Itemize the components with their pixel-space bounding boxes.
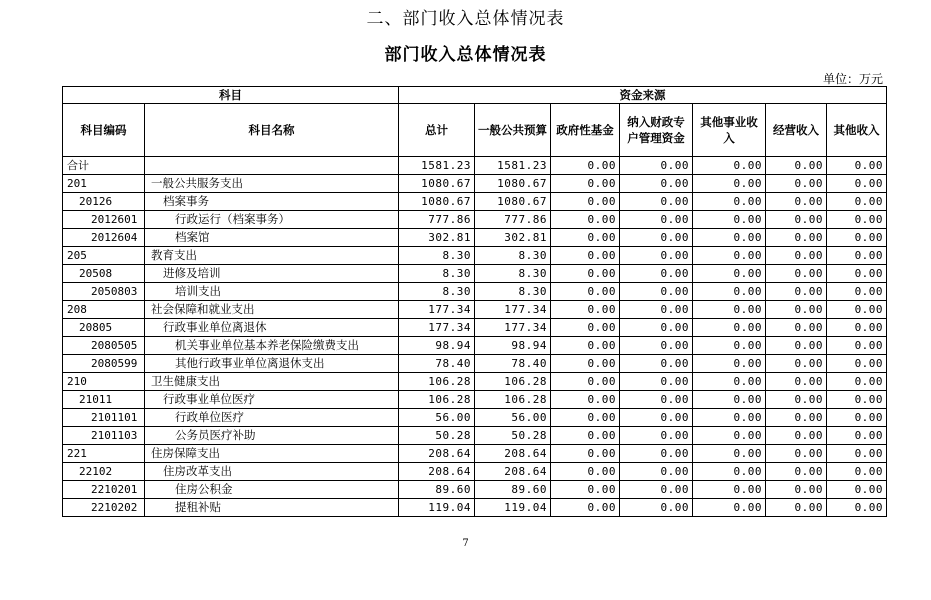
page-number: 7 — [462, 538, 469, 549]
other-income-cell: 0.00 — [827, 175, 887, 193]
operating-cell: 0.00 — [766, 481, 827, 499]
operating-cell: 0.00 — [766, 463, 827, 481]
table-row — [63, 283, 887, 301]
gov-fund-cell: 0.00 — [551, 355, 620, 373]
other-business-cell: 0.00 — [693, 427, 766, 445]
subject-code-cell: 21011 — [63, 391, 145, 409]
table-row — [63, 301, 887, 319]
subject-name-cell: 行政事业单位医疗 — [145, 391, 399, 409]
other-income-cell: 0.00 — [827, 391, 887, 409]
total-cell: 106.28 — [399, 373, 475, 391]
other-income-cell: 0.00 — [827, 193, 887, 211]
general-budget-cell: 106.28 — [475, 373, 551, 391]
table-row — [63, 481, 887, 499]
other-income-cell: 0.00 — [827, 229, 887, 247]
operating-cell: 0.00 — [766, 373, 827, 391]
gov-fund-cell: 0.00 — [551, 445, 620, 463]
subject-name-cell: 住房保障支出 — [145, 445, 399, 463]
other-business-cell: 0.00 — [693, 499, 766, 517]
subject-name-cell: 行政事业单位离退休 — [145, 319, 399, 337]
subject-name-cell: 培训支出 — [145, 283, 399, 301]
table-row — [63, 427, 887, 445]
subject-code-cell: 20805 — [63, 319, 145, 337]
subject-name-cell: 其他行政事业单位离退休支出 — [145, 355, 399, 373]
header-funding-group: 资金来源 — [399, 87, 887, 104]
table-row — [63, 391, 887, 409]
other-income-cell: 0.00 — [827, 463, 887, 481]
special-fiscal-cell: 0.00 — [620, 409, 693, 427]
other-income-cell: 0.00 — [827, 337, 887, 355]
other-income-cell: 0.00 — [827, 355, 887, 373]
subject-name-cell: 行政单位医疗 — [145, 409, 399, 427]
other-income-cell: 0.00 — [827, 157, 887, 175]
subject-code-cell: 22102 — [63, 463, 145, 481]
gov-fund-cell: 0.00 — [551, 175, 620, 193]
subject-code-cell: 2210202 — [63, 499, 145, 517]
other-business-cell: 0.00 — [693, 445, 766, 463]
other-income-cell: 0.00 — [827, 211, 887, 229]
header-operating: 经营收入 — [766, 104, 827, 157]
subject-code-cell: 2080599 — [63, 355, 145, 373]
other-income-cell: 0.00 — [827, 301, 887, 319]
general-budget-cell: 78.40 — [475, 355, 551, 373]
gov-fund-cell: 0.00 — [551, 427, 620, 445]
header-gov-fund: 政府性基金 — [551, 104, 620, 157]
special-fiscal-cell: 0.00 — [620, 175, 693, 193]
other-income-cell: 0.00 — [827, 409, 887, 427]
subject-code-cell: 221 — [63, 445, 145, 463]
subject-code-cell: 20508 — [63, 265, 145, 283]
general-budget-cell: 208.64 — [475, 463, 551, 481]
special-fiscal-cell: 0.00 — [620, 427, 693, 445]
header-subject-group: 科目 — [63, 87, 399, 104]
special-fiscal-cell: 0.00 — [620, 391, 693, 409]
table-row — [63, 499, 887, 517]
subject-code-cell: 2012601 — [63, 211, 145, 229]
subject-code-cell: 210 — [63, 373, 145, 391]
general-budget-cell: 56.00 — [475, 409, 551, 427]
special-fiscal-cell: 0.00 — [620, 373, 693, 391]
other-business-cell: 0.00 — [693, 355, 766, 373]
special-fiscal-cell: 0.00 — [620, 229, 693, 247]
unit-label: 单位：万元 — [822, 72, 883, 86]
operating-cell: 0.00 — [766, 229, 827, 247]
subject-code-cell: 2101103 — [63, 427, 145, 445]
table-row — [63, 157, 887, 175]
subject-name-cell: 社会保障和就业支出 — [145, 301, 399, 319]
general-budget-cell: 8.30 — [475, 265, 551, 283]
other-business-cell: 0.00 — [693, 337, 766, 355]
special-fiscal-cell: 0.00 — [620, 499, 693, 517]
subject-name-cell: 档案馆 — [145, 229, 399, 247]
gov-fund-cell: 0.00 — [551, 265, 620, 283]
table-row — [63, 445, 887, 463]
table-row — [63, 319, 887, 337]
total-cell: 89.60 — [399, 481, 475, 499]
other-income-cell: 0.00 — [827, 265, 887, 283]
special-fiscal-cell: 0.00 — [620, 337, 693, 355]
other-income-cell: 0.00 — [827, 319, 887, 337]
total-cell: 119.04 — [399, 499, 475, 517]
header-row-group — [63, 87, 887, 104]
operating-cell: 0.00 — [766, 175, 827, 193]
total-cell: 50.28 — [399, 427, 475, 445]
total-cell: 8.30 — [399, 265, 475, 283]
other-business-cell: 0.00 — [693, 319, 766, 337]
total-cell: 177.34 — [399, 301, 475, 319]
special-fiscal-cell: 0.00 — [620, 283, 693, 301]
special-fiscal-cell: 0.00 — [620, 193, 693, 211]
gov-fund-cell: 0.00 — [551, 247, 620, 265]
other-business-cell: 0.00 — [693, 301, 766, 319]
other-business-cell: 0.00 — [693, 175, 766, 193]
general-budget-cell: 1080.67 — [475, 193, 551, 211]
other-business-cell: 0.00 — [693, 211, 766, 229]
total-cell: 106.28 — [399, 391, 475, 409]
total-cell: 208.64 — [399, 445, 475, 463]
operating-cell: 0.00 — [766, 211, 827, 229]
header-subject-code: 科目编码 — [63, 104, 145, 157]
other-business-cell: 0.00 — [693, 247, 766, 265]
table-row — [63, 355, 887, 373]
operating-cell: 0.00 — [766, 283, 827, 301]
other-business-cell: 0.00 — [693, 229, 766, 247]
subject-code-cell: 2012604 — [63, 229, 145, 247]
header-subject-name: 科目名称 — [145, 104, 399, 157]
operating-cell: 0.00 — [766, 427, 827, 445]
total-cell: 177.34 — [399, 319, 475, 337]
table-row — [63, 463, 887, 481]
total-cell: 8.30 — [399, 283, 475, 301]
general-budget-cell: 8.30 — [475, 283, 551, 301]
other-income-cell: 0.00 — [827, 499, 887, 517]
other-business-cell: 0.00 — [693, 265, 766, 283]
special-fiscal-cell: 0.00 — [620, 301, 693, 319]
table-row — [63, 247, 887, 265]
subject-name-cell: 一般公共服务支出 — [145, 175, 399, 193]
total-cell: 1080.67 — [399, 175, 475, 193]
operating-cell: 0.00 — [766, 445, 827, 463]
total-cell: 78.40 — [399, 355, 475, 373]
total-cell: 56.00 — [399, 409, 475, 427]
other-business-cell: 0.00 — [693, 283, 766, 301]
general-budget-cell: 177.34 — [475, 301, 551, 319]
general-budget-cell: 1080.67 — [475, 175, 551, 193]
operating-cell: 0.00 — [766, 409, 827, 427]
operating-cell: 0.00 — [766, 157, 827, 175]
general-budget-cell: 98.94 — [475, 337, 551, 355]
other-income-cell: 0.00 — [827, 247, 887, 265]
header-general-budget: 一般公共预算 — [475, 104, 551, 157]
income-table — [62, 86, 887, 517]
other-income-cell: 0.00 — [827, 445, 887, 463]
subject-name-cell: 进修及培训 — [145, 265, 399, 283]
other-business-cell: 0.00 — [693, 463, 766, 481]
general-budget-cell: 8.30 — [475, 247, 551, 265]
other-business-cell: 0.00 — [693, 481, 766, 499]
subject-name-cell: 住房公积金 — [145, 481, 399, 499]
table-row — [63, 265, 887, 283]
operating-cell: 0.00 — [766, 265, 827, 283]
total-cell: 777.86 — [399, 211, 475, 229]
special-fiscal-cell: 0.00 — [620, 355, 693, 373]
other-business-cell: 0.00 — [693, 391, 766, 409]
gov-fund-cell: 0.00 — [551, 373, 620, 391]
subject-code-cell: 208 — [63, 301, 145, 319]
other-business-cell: 0.00 — [693, 157, 766, 175]
special-fiscal-cell: 0.00 — [620, 445, 693, 463]
subject-code-cell: 2101101 — [63, 409, 145, 427]
subject-name-cell — [145, 157, 399, 175]
header-total: 总计 — [399, 104, 475, 157]
subject-name-cell: 住房改革支出 — [145, 463, 399, 481]
other-business-cell: 0.00 — [693, 373, 766, 391]
operating-cell: 0.00 — [766, 391, 827, 409]
subject-name-cell: 卫生健康支出 — [145, 373, 399, 391]
operating-cell: 0.00 — [766, 301, 827, 319]
subject-code-cell: 205 — [63, 247, 145, 265]
header-other-business: 其他事业收入 — [693, 104, 766, 157]
table-body — [63, 157, 887, 517]
subject-name-cell: 公务员医疗补助 — [145, 427, 399, 445]
general-budget-cell: 177.34 — [475, 319, 551, 337]
special-fiscal-cell: 0.00 — [620, 463, 693, 481]
operating-cell: 0.00 — [766, 499, 827, 517]
subject-code-cell: 20126 — [63, 193, 145, 211]
subject-name-cell: 教育支出 — [145, 247, 399, 265]
operating-cell: 0.00 — [766, 193, 827, 211]
header-special-fiscal: 纳入财政专户管理资金 — [620, 104, 693, 157]
subject-name-cell: 行政运行（档案事务） — [145, 211, 399, 229]
special-fiscal-cell: 0.00 — [620, 211, 693, 229]
gov-fund-cell: 0.00 — [551, 409, 620, 427]
total-cell: 8.30 — [399, 247, 475, 265]
gov-fund-cell: 0.00 — [551, 499, 620, 517]
general-budget-cell: 777.86 — [475, 211, 551, 229]
table-row — [63, 373, 887, 391]
general-budget-cell: 89.60 — [475, 481, 551, 499]
table-row — [63, 193, 887, 211]
total-cell: 98.94 — [399, 337, 475, 355]
gov-fund-cell: 0.00 — [551, 229, 620, 247]
table-title: 部门收入总体情况表 — [384, 45, 547, 65]
special-fiscal-cell: 0.00 — [620, 247, 693, 265]
operating-cell: 0.00 — [766, 319, 827, 337]
operating-cell: 0.00 — [766, 337, 827, 355]
special-fiscal-cell: 0.00 — [620, 481, 693, 499]
table-row — [63, 175, 887, 193]
subject-code-cell: 2210201 — [63, 481, 145, 499]
gov-fund-cell: 0.00 — [551, 463, 620, 481]
general-budget-cell: 50.28 — [475, 427, 551, 445]
gov-fund-cell: 0.00 — [551, 319, 620, 337]
gov-fund-cell: 0.00 — [551, 391, 620, 409]
general-budget-cell: 119.04 — [475, 499, 551, 517]
gov-fund-cell: 0.00 — [551, 301, 620, 319]
subject-name-cell: 提租补贴 — [145, 499, 399, 517]
general-budget-cell: 1581.23 — [475, 157, 551, 175]
subject-name-cell: 档案事务 — [145, 193, 399, 211]
subject-code-cell: 2050803 — [63, 283, 145, 301]
other-business-cell: 0.00 — [693, 409, 766, 427]
table-row — [63, 211, 887, 229]
header-row-columns — [63, 104, 887, 157]
gov-fund-cell: 0.00 — [551, 283, 620, 301]
special-fiscal-cell: 0.00 — [620, 265, 693, 283]
general-budget-cell: 302.81 — [475, 229, 551, 247]
gov-fund-cell: 0.00 — [551, 193, 620, 211]
total-cell: 1080.67 — [399, 193, 475, 211]
special-fiscal-cell: 0.00 — [620, 157, 693, 175]
general-budget-cell: 106.28 — [475, 391, 551, 409]
other-income-cell: 0.00 — [827, 481, 887, 499]
subject-code-cell: 2080505 — [63, 337, 145, 355]
gov-fund-cell: 0.00 — [551, 211, 620, 229]
total-cell: 1581.23 — [399, 157, 475, 175]
other-business-cell: 0.00 — [693, 193, 766, 211]
total-cell: 302.81 — [399, 229, 475, 247]
table-row — [63, 229, 887, 247]
operating-cell: 0.00 — [766, 247, 827, 265]
other-income-cell: 0.00 — [827, 373, 887, 391]
section-title: 二、部门收入总体情况表 — [366, 9, 565, 29]
table-row — [63, 337, 887, 355]
operating-cell: 0.00 — [766, 355, 827, 373]
subject-code-cell: 201 — [63, 175, 145, 193]
header-other-income: 其他收入 — [827, 104, 887, 157]
gov-fund-cell: 0.00 — [551, 157, 620, 175]
subject-name-cell: 机关事业单位基本养老保险缴费支出 — [145, 337, 399, 355]
other-income-cell: 0.00 — [827, 283, 887, 301]
subject-code-cell: 合计 — [63, 157, 145, 175]
total-cell: 208.64 — [399, 463, 475, 481]
special-fiscal-cell: 0.00 — [620, 319, 693, 337]
gov-fund-cell: 0.00 — [551, 481, 620, 499]
general-budget-cell: 208.64 — [475, 445, 551, 463]
other-income-cell: 0.00 — [827, 427, 887, 445]
gov-fund-cell: 0.00 — [551, 337, 620, 355]
table-row — [63, 409, 887, 427]
